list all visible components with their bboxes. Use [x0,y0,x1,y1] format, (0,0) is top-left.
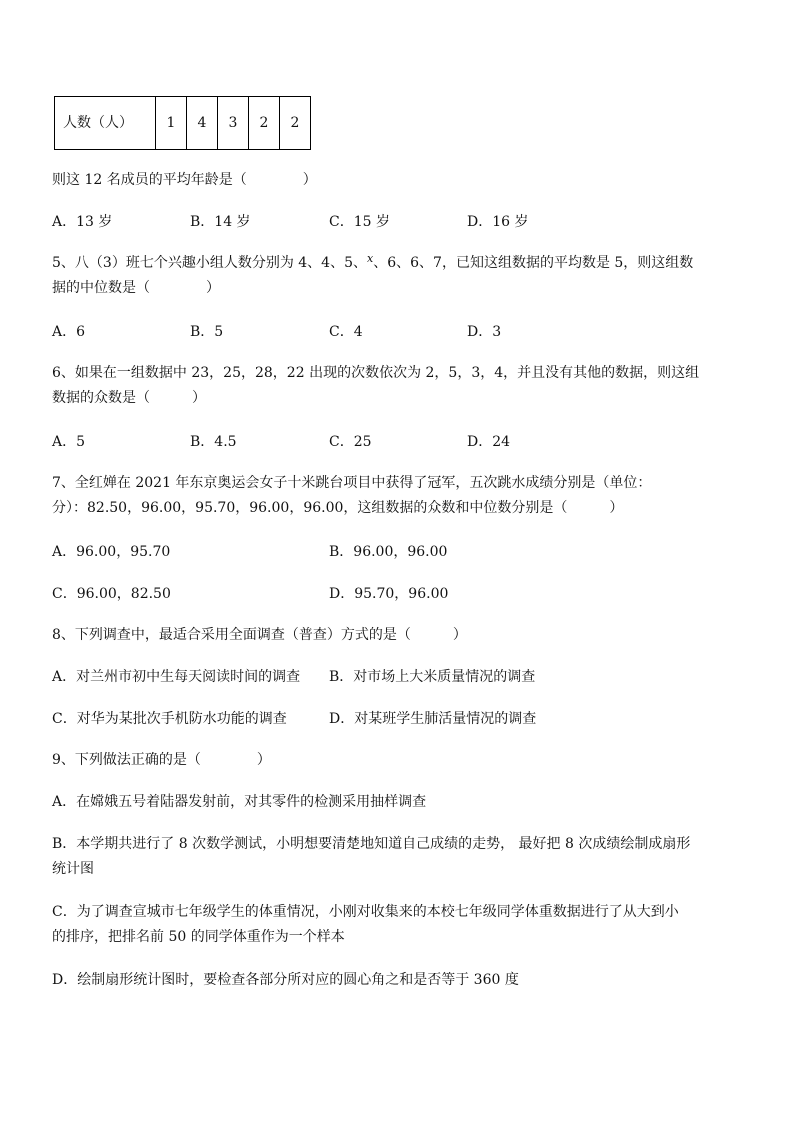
table-cell: 2 [280,97,311,150]
q7-stem-line1: 7、全红婵在 2021 年东京奥运会女子十米跳台项目中获得了冠军，五次跳水成绩分别是（单位： [52,475,652,491]
q7-option-a: A．96.00，95.70 [52,544,171,560]
q7-option-b: B．96.00，96.00 [329,544,448,560]
q8-option-d: D．对某班学生肺活量情况的调查 [329,711,537,727]
q7-option-c: C．96.00，82.50 [52,586,171,602]
q6-option-c: C．25 [329,434,372,450]
q5-variable: x [367,252,374,265]
table-cell: 3 [218,97,249,150]
q4-option-d: D．16 岁 [467,214,529,230]
q9-option-d: D．绘制扇形统计图时，要检查各部分所对应的圆心角之和是否等于 360 度 [52,972,519,988]
q6-stem-line2: 数据的众数是（ ） [52,390,206,406]
table-row-label: 人数（人） [55,97,156,150]
q7-stem-line2: 分）：82.50，96.00，95.70，96.00，96.00，这组数据的众数和中位数分别是（ ） [52,500,624,516]
q8-stem: 8、下列调查中，最适合采用全面调查（普查）方式的是（ ） [52,627,467,643]
q5-option-b: B．5 [190,324,224,340]
q4-option-c: C．15 岁 [329,214,390,230]
q5-stem-line2: 据的中位数是（ ） [52,280,220,296]
q5-text-post: 、6、6、7，已知这组数据的平均数是 5，则这组数 [373,255,694,271]
q5-option-c: C．4 [329,324,363,340]
q5-text-pre: 5、八（3）班七个兴趣小组人数分别为 4、4、5、 [52,255,367,271]
q6-option-d: D．24 [467,434,511,450]
table-cell: 1 [156,97,187,150]
q9-option-c-line1: C．为了调查宣城市七年级学生的体重情况，小刚对收集来的本校七年级同学体重数据进行了从大到小 [52,904,679,920]
q4-stem: 则这 12 名成员的平均年龄是（ ） [52,172,317,188]
q5-option-d: D．3 [467,324,502,340]
table-row [55,97,311,150]
q8-option-c: C．对华为某批次手机防水功能的调查 [52,711,287,727]
q8-option-a: A．对兰州市初中生每天阅读时间的调查 [52,669,301,685]
q9-option-a: A．在嫦娥五号着陆器发射前，对其零件的检测采用抽样调查 [52,794,427,810]
q8-option-b: B．对市场上大米质量情况的调查 [329,669,536,685]
q9-option-b-line2: 统计图 [52,861,94,877]
q6-option-b: B．4.5 [190,434,237,450]
q4-option-b: B．14 岁 [190,214,251,230]
q9-option-b-line1: B．本学期共进行了 8 次数学测试，小明想要清楚地知道自己成绩的走势， 最好把 8 次成绩绘制成扇形 [52,836,691,852]
q6-option-a: A．5 [52,434,86,450]
q6-stem-line1: 6、如果在一组数据中 23，25，28，22 出现的次数依次为 2，5，3，4，并且没有其他的数据，则这组 [52,365,700,381]
q9-stem: 9、下列做法正确的是（ ） [52,752,271,768]
q9-option-c-line2: 的排序，把排名前 50 的同学体重作为一个样本 [52,929,345,945]
age-table [54,96,311,150]
table-cell: 4 [187,97,218,150]
q4-option-a: A．13 岁 [52,214,113,230]
q5-stem-line1 [52,253,693,274]
q7-option-d: D．95.70，96.00 [329,586,449,602]
q5-option-a: A．6 [52,324,86,340]
table-cell: 2 [249,97,280,150]
